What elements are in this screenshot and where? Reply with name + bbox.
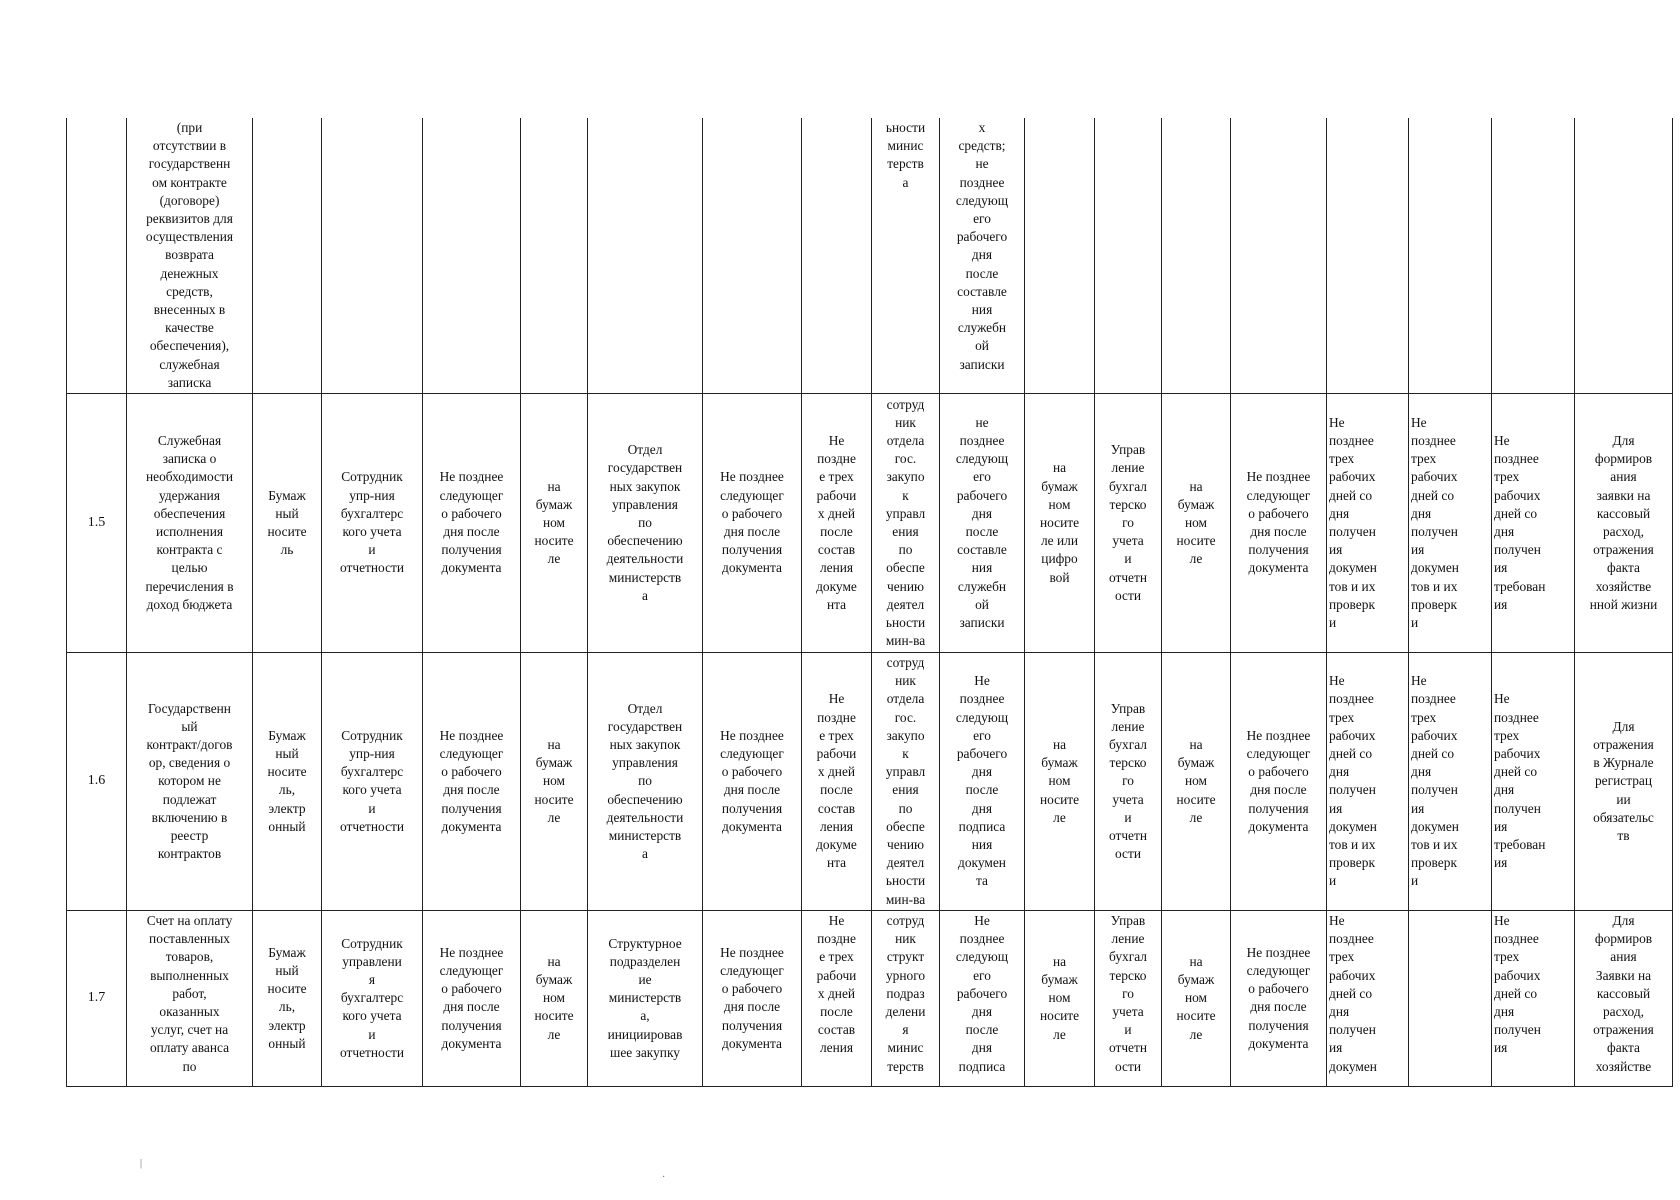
table-cell: Управ ление бухгал терско го учета и отчетн ости bbox=[1095, 394, 1162, 653]
table-cell bbox=[322, 118, 423, 394]
table-cell: сотруд ник отдела гос. закупо к управл ения по обеспе чению деятел ьности мин-ва bbox=[872, 653, 940, 911]
scan-speck: | bbox=[140, 1158, 143, 1169]
table-cell: Не позднее трех рабочих дней со дня получен ия докумен тов и их проверк и bbox=[1327, 653, 1409, 911]
table-cell: Не позднее следующег о рабочего дня после получения документа bbox=[703, 394, 802, 653]
table-cell: Сотрудник упр-ния бухгалтерс кого учета и отчетности bbox=[322, 653, 423, 911]
table-cell: Отдел государствен ных закупок управления по обеспечению деятельности министерств а bbox=[588, 653, 703, 911]
table-cell: Не позднее следующег о рабочего дня после получения документа bbox=[703, 910, 802, 1086]
table-row bbox=[67, 394, 1673, 653]
table-cell: Не поздне е трех рабочи х дней после состав ления bbox=[802, 910, 872, 1086]
table-row bbox=[67, 118, 1673, 394]
table-cell bbox=[521, 118, 588, 394]
table-cell: на бумаж ном носите ле bbox=[521, 910, 588, 1086]
table-cell: сотруд ник структ урного подраз делени я минис терств bbox=[872, 910, 940, 1086]
table-cell: Для формиров ания Заявки на кассовый расход, отражения факта хозяйстве bbox=[1575, 910, 1673, 1086]
document-name-cell: (при отсутствии в государственн ом контракте (договоре) реквизитов для осуществления возврата денежных средств, внесенных в качестве обеспечения), служебная записка bbox=[127, 118, 253, 394]
table-cell: Не позднее следующег о рабочего дня после получения документа bbox=[1231, 394, 1327, 653]
table-cell bbox=[1025, 118, 1095, 394]
table-cell bbox=[802, 118, 872, 394]
table-cell: на бумаж ном носите ле bbox=[521, 394, 588, 653]
table-cell: Не позднее следующег о рабочего дня после получения документа bbox=[1231, 653, 1327, 911]
table-cell: Бумаж ный носите ль bbox=[253, 394, 322, 653]
table-cell: Не поздне е трех рабочи х дней после состав ления докуме нта bbox=[802, 394, 872, 653]
row-number-cell: 1.6 bbox=[67, 653, 127, 911]
table-cell: Не позднее следующ его рабочего дня после дня подписа bbox=[940, 910, 1025, 1086]
document-name-cell: Служебная записка о необходимости удержания обеспечения исполнения контракта с целью перечисления в доход бюджета bbox=[127, 394, 253, 653]
table-cell: Управ ление бухгал терско го учета и отчетн ости bbox=[1095, 910, 1162, 1086]
table-cell: Не позднее трех рабочих дней со дня получен ия докумен bbox=[1327, 910, 1409, 1086]
table-cell: Не позднее следующег о рабочего дня после получения документа bbox=[423, 653, 521, 911]
table-cell bbox=[1162, 118, 1231, 394]
table-cell: Не позднее трех рабочих дней со дня получен ия bbox=[1492, 910, 1575, 1086]
table-cell: Не позднее трех рабочих дней со дня получен ия докумен тов и их проверк и bbox=[1409, 653, 1492, 911]
table-cell: Не позднее следующ его рабочего дня после дня подписа ния докумен та bbox=[940, 653, 1025, 911]
table-cell bbox=[423, 118, 521, 394]
table-cell: на бумаж ном носите ле bbox=[1025, 653, 1095, 911]
table-cell: Для отражения в Журнале регистрац ии обязательс тв bbox=[1575, 653, 1673, 911]
row-number-cell: 1.7 bbox=[67, 910, 127, 1086]
table-cell: Для формиров ания заявки на кассовый расход, отражения факта хозяйстве нной жизни bbox=[1575, 394, 1673, 653]
table-cell: Не позднее трех рабочих дней со дня получен ия докумен тов и их проверк и bbox=[1327, 394, 1409, 653]
table-cell: на бумаж ном носите ле bbox=[521, 653, 588, 911]
table-cell: Сотрудник упр-ния бухгалтерс кого учета и отчетности bbox=[322, 394, 423, 653]
table-cell: на бумаж ном носите ле или цифро вой bbox=[1025, 394, 1095, 653]
table-cell bbox=[588, 118, 703, 394]
table-cell: Бумаж ный носите ль, электр онный bbox=[253, 653, 322, 911]
table-cell: не позднее следующ его рабочего дня после составле ния служебн ой записки bbox=[940, 394, 1025, 653]
table-cell: Не позднее следующег о рабочего дня после получения документа bbox=[1231, 910, 1327, 1086]
table-cell: Не позднее трех рабочих дней со дня получен ия требован ия bbox=[1492, 394, 1575, 653]
table-cell bbox=[703, 118, 802, 394]
table-cell bbox=[1231, 118, 1327, 394]
table-cell bbox=[1095, 118, 1162, 394]
table-cell: х средств; не позднее следующ его рабочего дня после составле ния служебн ой записки bbox=[940, 118, 1025, 394]
table-row bbox=[67, 653, 1673, 911]
table-cell: на бумаж ном носите ле bbox=[1162, 653, 1231, 911]
table-cell: Структурное подразделен ие министерств а, инициировав шее закупку bbox=[588, 910, 703, 1086]
table-cell: на бумаж ном носите ле bbox=[1162, 394, 1231, 653]
table-cell: Отдел государствен ных закупок управления по обеспечению деятельности министерств а bbox=[588, 394, 703, 653]
table-cell: Бумаж ный носите ль, электр онный bbox=[253, 910, 322, 1086]
table-cell: Не позднее следующег о рабочего дня после получения документа bbox=[703, 653, 802, 911]
table-row bbox=[67, 910, 1673, 1086]
table-cell: Не позднее следующег о рабочего дня после получения документа bbox=[423, 394, 521, 653]
table-cell: ьности минис терств а bbox=[872, 118, 940, 394]
table-cell bbox=[1409, 910, 1492, 1086]
table-cell bbox=[1575, 118, 1673, 394]
table-cell bbox=[253, 118, 322, 394]
table-cell: Сотрудник управлени я бухгалтерс кого учета и отчетности bbox=[322, 910, 423, 1086]
table-cell bbox=[1492, 118, 1575, 394]
table-cell bbox=[1327, 118, 1409, 394]
document-table bbox=[66, 118, 1673, 1087]
document-name-cell: Счет на оплату поставленных товаров, выполненных работ, оказанных услуг, счет на оплату аванса по bbox=[127, 910, 253, 1086]
table-cell: Управ ление бухгал терско го учета и отчетн ости bbox=[1095, 653, 1162, 911]
table-cell: сотруд ник отдела гос. закупо к управл ения по обеспе чению деятел ьности мин-ва bbox=[872, 394, 940, 653]
table-cell: на бумаж ном носите ле bbox=[1025, 910, 1095, 1086]
document-name-cell: Государственн ый контракт/догов ор, сведения о котором не подлежат включению в реестр контрактов bbox=[127, 653, 253, 911]
table-cell bbox=[1409, 118, 1492, 394]
scan-speck: · bbox=[662, 1172, 666, 1183]
table-cell: на бумаж ном носите ле bbox=[1162, 910, 1231, 1086]
table-cell: Не позднее трех рабочих дней со дня получен ия требован ия bbox=[1492, 653, 1575, 911]
table-cell: Не поздне е трех рабочи х дней после состав ления докуме нта bbox=[802, 653, 872, 911]
row-number-cell bbox=[67, 118, 127, 394]
table-cell: Не позднее трех рабочих дней со дня получен ия докумен тов и их проверк и bbox=[1409, 394, 1492, 653]
table-cell: Не позднее следующег о рабочего дня после получения документа bbox=[423, 910, 521, 1086]
row-number-cell: 1.5 bbox=[67, 394, 127, 653]
